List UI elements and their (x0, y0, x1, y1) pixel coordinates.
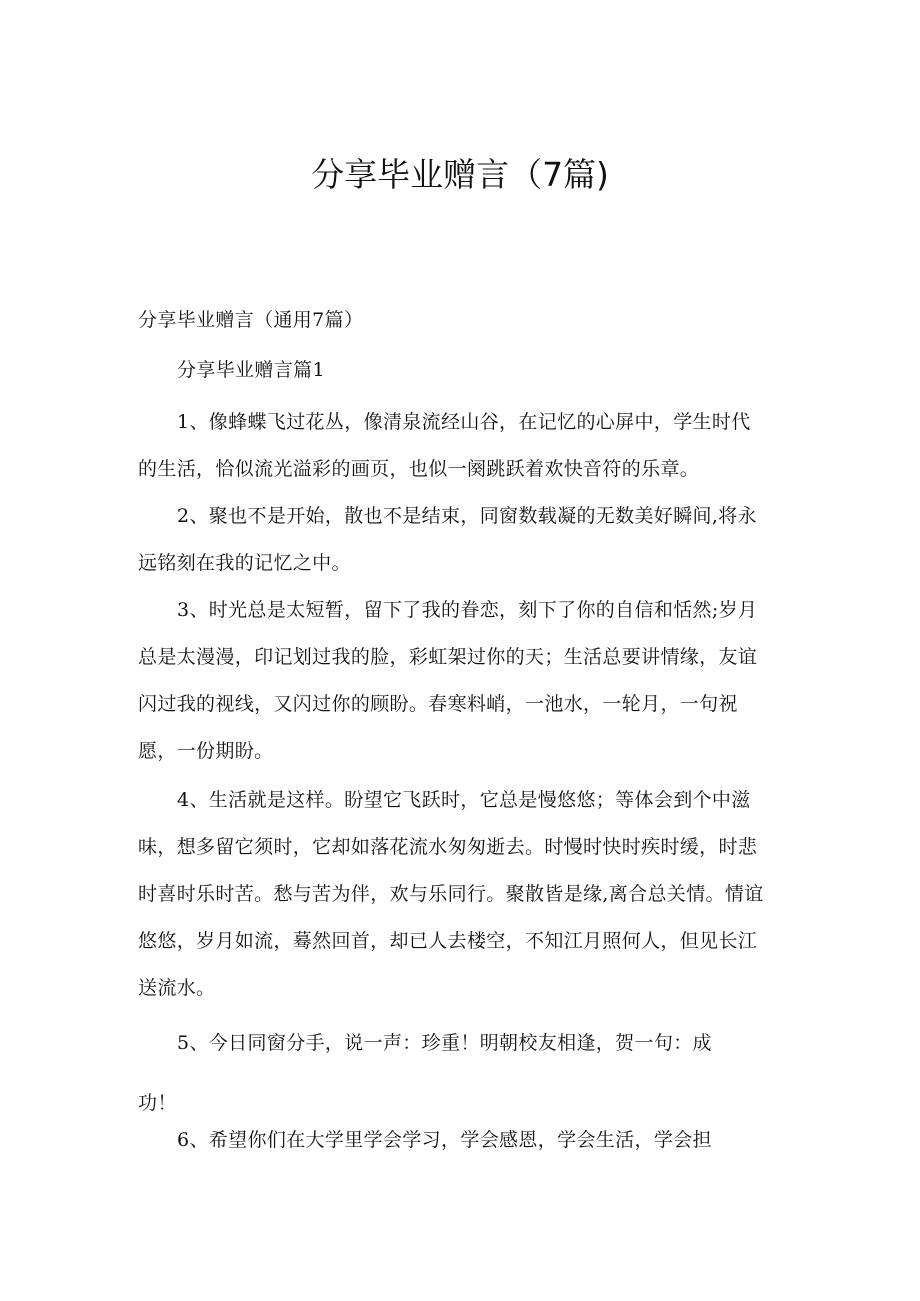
paragraph-line: 5、今日同窗分手，说一声：珍重！明朝校友相逢，贺一句：成 (177, 1032, 712, 1054)
paragraph-line: 悠悠，岁月如流，蓦然回首，却已人去楼空，不知江月照何人，但见长江 (138, 930, 758, 952)
document-title: 分享毕业赠言（7篇) (311, 155, 609, 194)
paragraph-line: 2、聚也不是开始，散也不是结束，同窗数载凝的无数美好瞬间,将永 (177, 505, 757, 527)
section-heading: 分享毕业赠言篇1 (177, 359, 325, 381)
paragraph-line: 远铭刻在我的记忆之中。 (138, 552, 351, 574)
paragraph-6 (138, 1117, 798, 1164)
paragraph-line: 总是太漫漫，印记划过我的脸，彩虹架过你的天；生活总要讲情缘，友谊 (138, 646, 758, 668)
paragraph-5 (138, 1020, 798, 1067)
paragraph-line: 味，想多留它须时，它却如落花流水匆匆逝去。时慢时快时疾时缓，时悲 (138, 836, 758, 858)
paragraph-line: 功！ (138, 1092, 177, 1114)
paragraph-line: 的生活，恰似流光溢彩的画页，也似一阕跳跃着欢快音符的乐章。 (138, 458, 700, 480)
paragraph-3 (138, 587, 798, 775)
paragraph-line: 6、希望你们在大学里学会学习，学会感恩，学会生活，学会担 (177, 1129, 712, 1151)
paragraph-line: 时喜时乐时苦。愁与苦为伴，欢与乐同行。聚散皆是缘,离合总关情。情谊 (138, 883, 764, 905)
paragraph-line: 1、像蜂蝶飞过花丛，像清泉流经山谷，在记忆的心屏中，学生时代 (177, 411, 751, 433)
paragraph-4 (138, 777, 798, 1012)
paragraph-2 (138, 493, 798, 587)
document-subtitle: 分享毕业赠言（通用7篇） (138, 309, 364, 331)
paragraph-line: 闪过我的视线，又闪过你的顾盼。春寒料峭，一池水，一轮月，一句祝 (138, 693, 738, 715)
paragraph-line: 3、时光总是太短暂，留下了我的眷恋，刻下了你的自信和恬然;岁月 (177, 599, 758, 621)
paragraph-1 (138, 399, 798, 493)
paragraph-line: 愿，一份期盼。 (138, 740, 274, 762)
paragraph-line: 4、生活就是这样。盼望它飞跃时，它总是慢悠悠；等体会到个中滋 (177, 789, 751, 811)
paragraph-line: 送流水。 (138, 977, 216, 999)
